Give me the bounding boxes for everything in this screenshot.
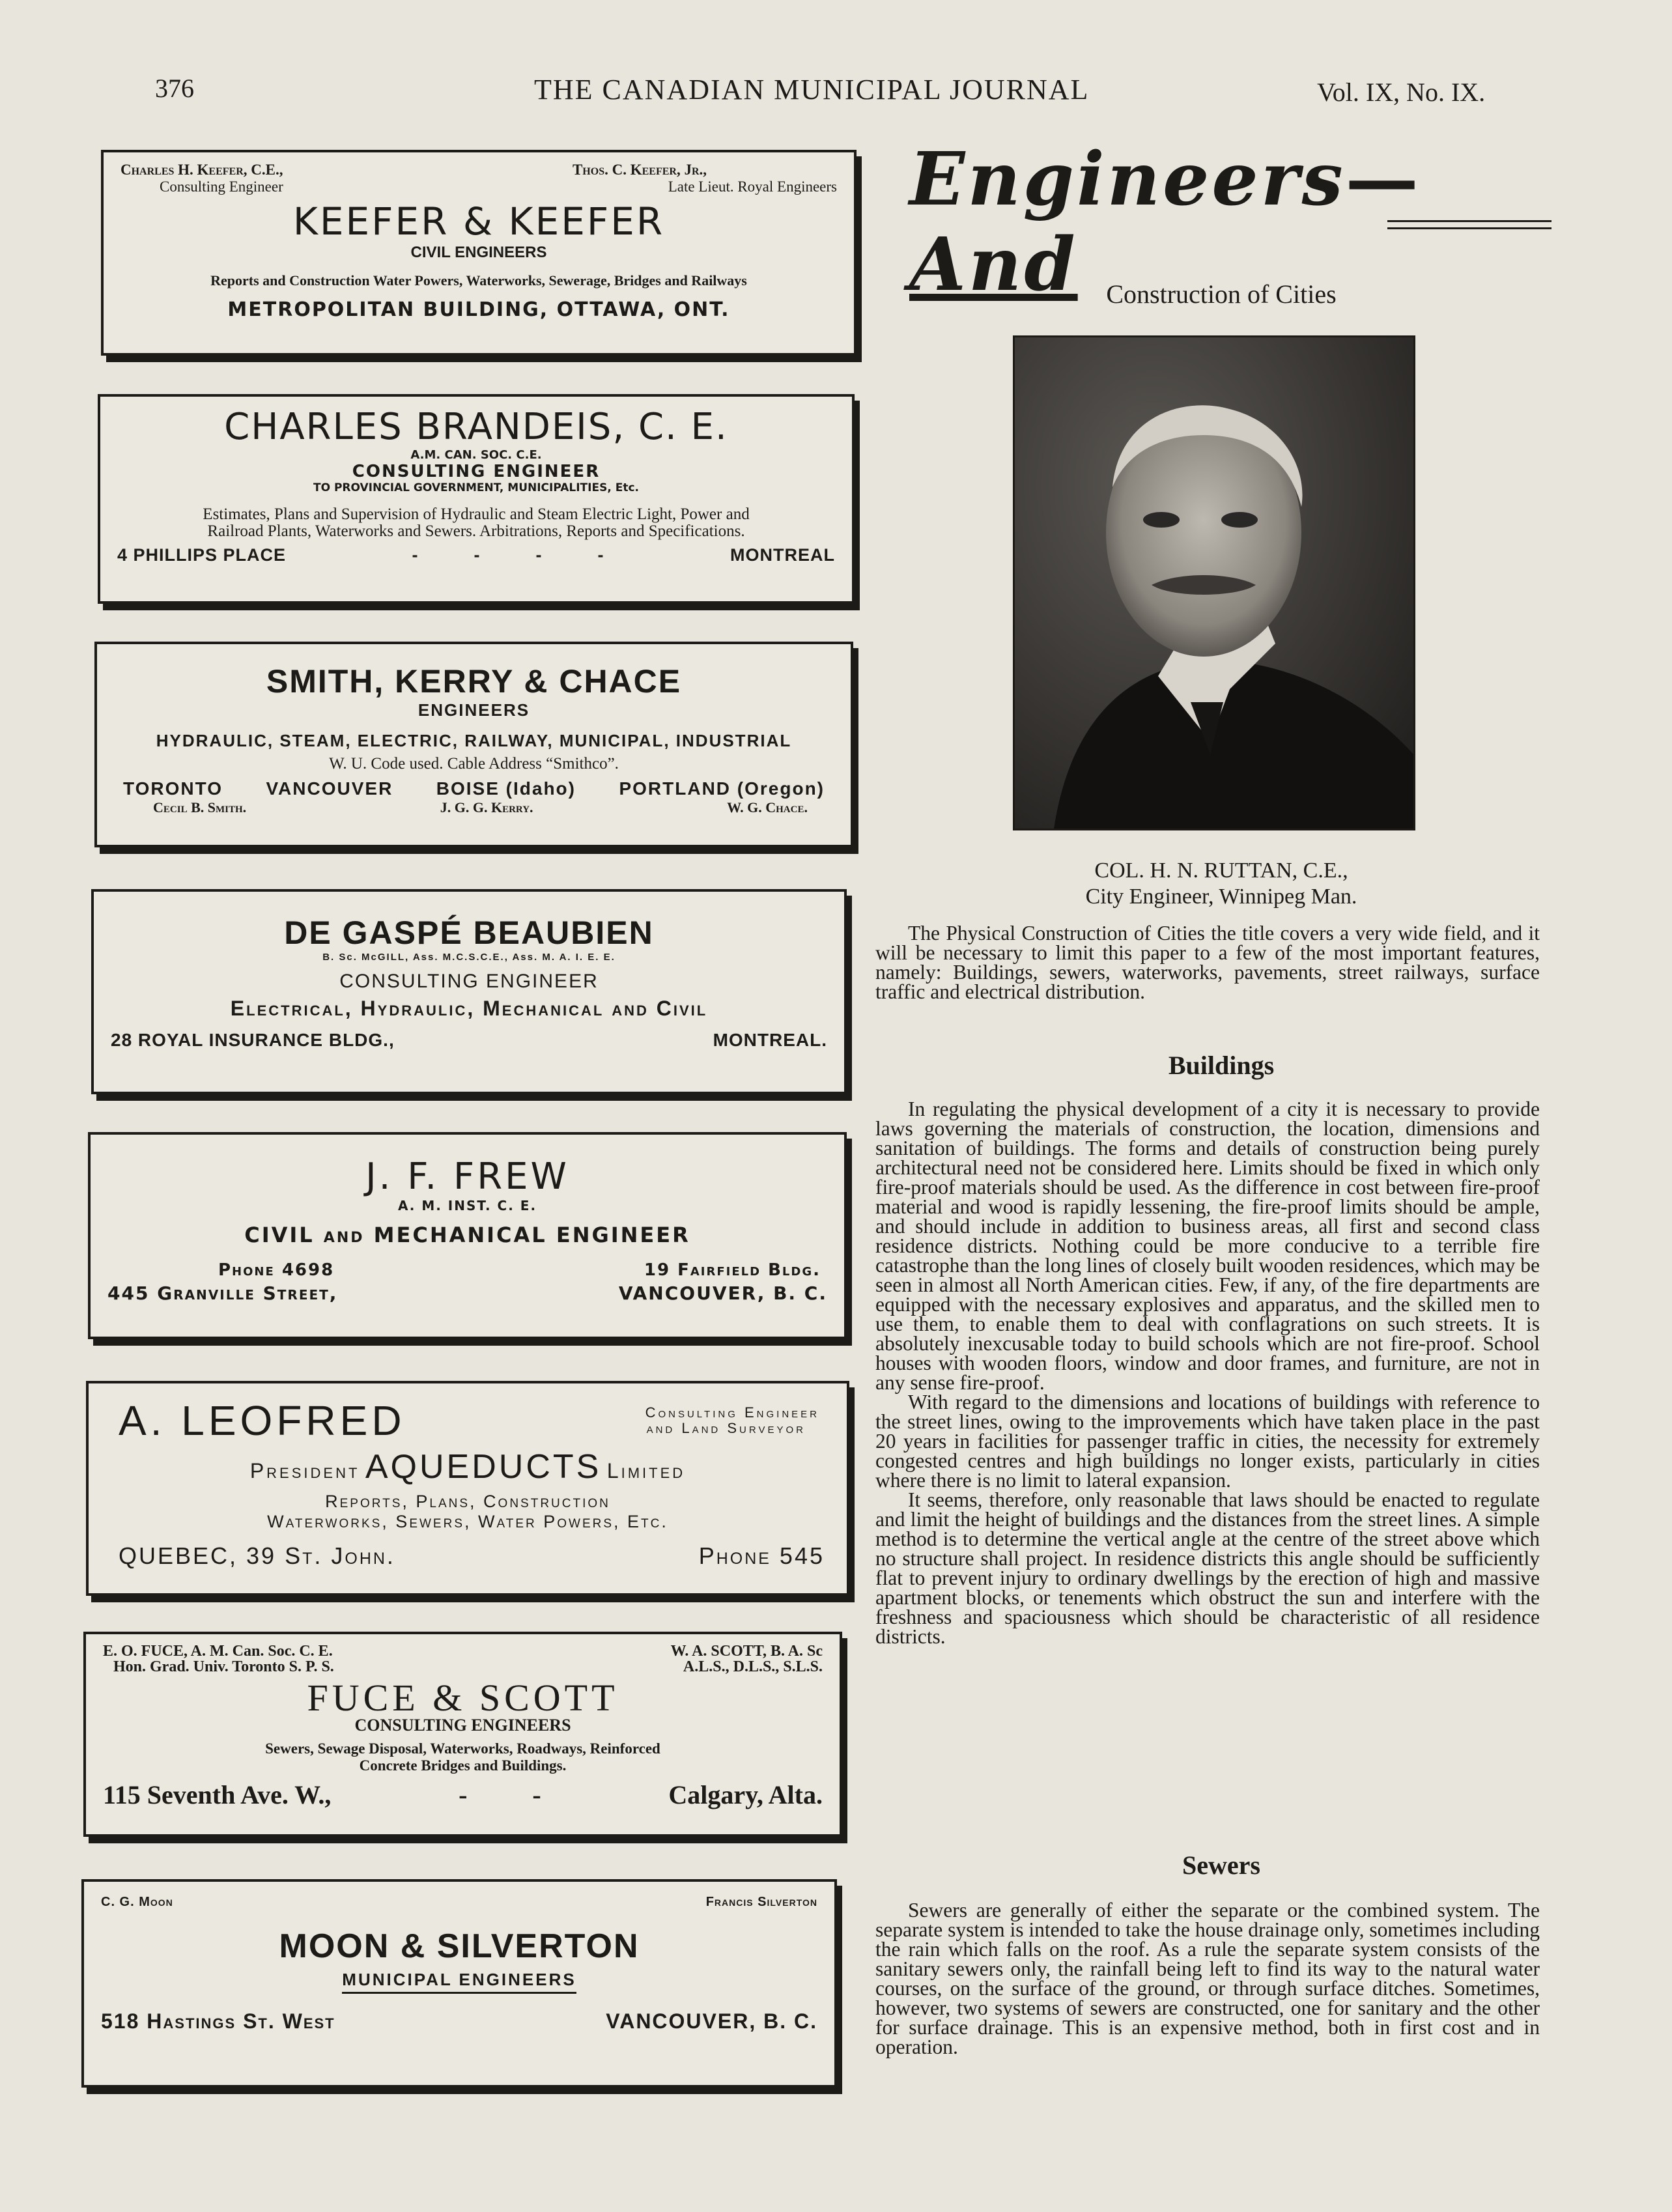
gaspe-address: 28 ROYAL INSURANCE BLDG., — [111, 1030, 395, 1050]
fuce-subtitle: CONSULTING ENGINEERS — [354, 1716, 571, 1735]
ad-jf-frew — [88, 1132, 847, 1339]
frew-title: CIVIL and MECHANICAL ENGINEER — [244, 1223, 690, 1247]
portrait-photo — [1013, 335, 1415, 830]
brandeis-dashes: - - - - — [412, 545, 604, 565]
frew-credentials: A. M. INST. C. E. — [397, 1198, 537, 1213]
volume-issue: Vol. IX, No. IX. — [1317, 78, 1486, 107]
smith-partner-kerry: J. G. G. Kerry. — [440, 799, 533, 815]
fuce-name: FUCE & SCOTT — [307, 1677, 619, 1719]
brandeis-name: CHARLES BRANDEIS, C. E. — [224, 406, 728, 448]
smith-partner-smith: Cecil B. Smith. — [153, 799, 247, 815]
brandeis-address: 4 PHILLIPS PLACE — [117, 545, 287, 565]
fuce-dashes: - - — [459, 1780, 541, 1809]
gaspe-credentials: B. Sc. McGILL, Ass. M.C.S.C.E., Ass. M. A. I. E. E. — [322, 952, 616, 963]
gaspe-city: MONTREAL. — [713, 1030, 827, 1050]
leofred-role-1: Consulting Engineer — [645, 1404, 819, 1421]
moon-subtitle: MUNICIPAL ENGINEERS — [342, 1970, 576, 1994]
gaspe-name: DE GASPÉ BEAUBIEN — [284, 915, 654, 951]
smith-name: SMITH, KERRY & CHACE — [266, 663, 682, 700]
article-intro — [875, 924, 1540, 1002]
heading-sewers: Sewers — [1182, 1850, 1260, 1880]
keefer-subtitle: CIVIL ENGINEERS — [410, 244, 547, 261]
brandeis-title: CONSULTING ENGINEER — [352, 462, 601, 481]
ad-keefer-and-keefer — [101, 150, 857, 356]
brandeis-credentials: A.M. CAN. SOC. C.E. — [410, 448, 542, 462]
article-title-dash: — — [1345, 137, 1421, 222]
journal-title: THE CANADIAN MUNICIPAL JOURNAL — [534, 74, 1090, 106]
brandeis-services-1: Estimates, Plans and Supervision of Hydraulic and Steam Electric Light, Power and — [203, 505, 750, 523]
buildings-section — [875, 1099, 1540, 1647]
moon-address: 518 Hastings St. West — [101, 2009, 335, 2033]
article-title-part-1: Engineers — [909, 137, 1346, 222]
frew-building: 19 Fairfield Bldg. — [644, 1260, 821, 1280]
page-number: 376 — [155, 74, 194, 103]
moon-city: VANCOUVER, B. C. — [606, 2009, 817, 2033]
photo-caption-title: City Engineer, Winnipeg Man. — [1085, 885, 1357, 909]
article-title-part-2: And — [909, 222, 1078, 307]
brandeis-city: MONTREAL — [730, 545, 835, 565]
fuce-services-1: Sewers, Sewage Disposal, Waterworks, Roadways, Reinforced — [265, 1740, 660, 1757]
leofred-services-2: Waterworks, Sewers, Water Powers, Etc. — [267, 1512, 668, 1531]
keefer-left-role: Consulting Engineer — [160, 178, 283, 195]
leofred-address: QUEBEC, 39 St. John. — [119, 1542, 395, 1569]
ad-moon-and-silverton — [81, 1879, 837, 2088]
heading-buildings: Buildings — [1168, 1051, 1275, 1080]
ad-charles-brandeis — [98, 394, 855, 604]
article-subtitle: Construction of Cities — [1106, 279, 1337, 309]
ad-smith-kerry-chace — [94, 642, 853, 847]
buildings-paragraph-2: With regard to the dimensions and locations of buildings with reference to the street lines, owing to the improvements which have taken place in the past 20 years in facilities for passenger traffic in cities, the necessity for extremely congested centres and high buildings no longer exists, particularly in cities where there is no limit to lateral expansion. — [875, 1391, 1540, 1492]
fuce-services-2: Concrete Bridges and Buildings. — [359, 1757, 567, 1774]
fuce-city: Calgary, Alta. — [668, 1780, 823, 1809]
leofred-limited: Limited — [606, 1459, 686, 1482]
keefer-name: KEEFER & KEEFER — [292, 199, 665, 244]
moon-name: MOON & SILVERTON — [279, 1927, 640, 1965]
smith-city-toronto: TORONTO — [123, 778, 223, 799]
smith-city-portland: PORTLAND (Oregon) — [619, 778, 825, 799]
intro-paragraph: The Physical Construction of Cities the title covers a very wide field, and it will be necessary to limit this paper to a few of the most important features, namely: Buildings, sewers, waterworks, pavements, street railways, surface traffic and electrical distribution. — [875, 922, 1540, 1003]
ad-de-gaspe-beaubien — [91, 889, 847, 1094]
smith-subtitle: ENGINEERS — [418, 700, 530, 720]
keefer-services: Reports and Construction Water Powers, Waterworks, Sewerage, Bridges and Railways — [210, 272, 747, 289]
keefer-right-person: Thos. C. Keefer, Jr., — [572, 162, 707, 178]
leofred-services-1: Reports, Plans, Construction — [325, 1492, 610, 1511]
fuce-right-1: W. A. SCOTT, B. A. Sc — [670, 1643, 823, 1660]
fuce-address: 115 Seventh Ave. W., — [103, 1780, 332, 1809]
buildings-paragraph-3: It seems, therefore, only reasonable that laws should be enacted to regulate and limit the height of buildings and the distances from the street lines. A simple method is to determine the vertical angle at the centre of the street above which no structure shall project. In residence districts this angle should be sufficiently flat to prevent injury to ordinary dwellings by the erection of high and massive apartment blocks, or tenements which obstruct the sun and interfere with the freshness and spaciousness which should be characteristic of all residence districts. — [875, 1488, 1540, 1648]
ad-a-leofred — [86, 1381, 849, 1596]
moon-right-partner: Francis Silverton — [705, 1895, 817, 1909]
leofred-role-2: and Land Surveyor — [646, 1420, 806, 1436]
buildings-paragraph-1: In regulating the physical development of a city it is necessary to provide laws governing the materials of construction, the location, dimensions and sanitation of buildings. The forms and details of construction being purely architectural need not be considered here. Limits should be fixed in which only fire-proof materials should be used. As the difference in cost between fire-proof material and wood is rapidly lessening, the fire-proof limits should be ample, and should include in addition to business areas, all first and second class residence districts. Nothing could be more conducive to a terrible fire catastrophe than the long lines of closely built wooden residences, which may be seen in almost all North American cities. Few, if any, of the fire departments are equipped with the necessary explosives and apparatus, and the skilled men to use them, to enable them to deal with conflagrations on such streets. It is absolutely inexcusable today to build schools which are not fire-proof. School houses with wooden floors, window and door frames, and furniture, are not in any sense fire-proof. — [875, 1098, 1540, 1394]
smith-code: W. U. Code used. Cable Address “Smithco”. — [329, 755, 619, 773]
keefer-right-role: Late Lieut. Royal Engineers — [668, 178, 837, 195]
keefer-address: METROPOLITAN BUILDING, OTTAWA, ONT. — [227, 298, 730, 321]
leofred-president: President — [249, 1459, 360, 1482]
smith-city-vancouver: VANCOUVER — [266, 778, 393, 799]
fuce-left-2: Hon. Grad. Univ. Toronto S. P. S. — [113, 1658, 334, 1675]
gaspe-specialties: Electrical, Hydraulic, Mechanical and Civil — [230, 997, 708, 1020]
gaspe-title: CONSULTING ENGINEER — [339, 971, 599, 992]
fuce-right-2: A.L.S., D.L.S., S.L.S. — [683, 1658, 823, 1675]
keefer-left-person: Charles H. Keefer, C.E., — [120, 162, 283, 178]
smith-city-boise: BOISE (Idaho) — [436, 778, 576, 799]
smith-specialties: HYDRAULIC, STEAM, ELECTRIC, RAILWAY, MUNICIPAL, INDUSTRIAL — [156, 731, 792, 750]
leofred-phone: Phone 545 — [698, 1542, 825, 1569]
frew-city: VANCOUVER, B. C. — [618, 1283, 827, 1304]
smith-partner-chace: W. G. Chace. — [727, 799, 808, 815]
sewers-paragraph-1: Sewers are generally of either the separate or the combined system. The separate system is intended to take the house drainage only, sometimes including the rain which falls on the roof. As a rule the separate system consists of the sanitary sewers only, the rainfall being left to find its way to the natural water courses, on the surface of the ground, or through surface ditches. Sometimes, however, two systems of sewers are constructed, one for sanitary and the other for surface drainage. This is an expensive method, both in first cost and in operation. — [875, 1899, 1540, 2058]
frew-name: J. F. FREW — [365, 1156, 569, 1198]
leofred-company: AQUEDUCTS — [365, 1448, 602, 1486]
moon-left-partner: C. G. Moon — [101, 1895, 173, 1909]
photo-caption-name: COL. H. N. RUTTAN, C.E., — [1094, 858, 1348, 883]
fuce-left-1: E. O. FUCE, A. M. Can. Soc. C. E. — [103, 1643, 333, 1660]
brandeis-services-2: Railroad Plants, Waterworks and Sewers. Arbitrations, Reports and Specifications. — [207, 522, 745, 540]
ad-fuce-and-scott — [83, 1632, 842, 1837]
brandeis-clients: TO PROVINCIAL GOVERNMENT, MUNICIPALITIES, Etc. — [313, 481, 639, 494]
title-double-rule — [1387, 220, 1552, 229]
frew-street: 445 Granville Street, — [107, 1283, 338, 1304]
sewers-section — [875, 1901, 1540, 2057]
frew-phone: Phone 4698 — [218, 1260, 335, 1280]
leofred-name: A. LEOFRED — [119, 1397, 406, 1444]
